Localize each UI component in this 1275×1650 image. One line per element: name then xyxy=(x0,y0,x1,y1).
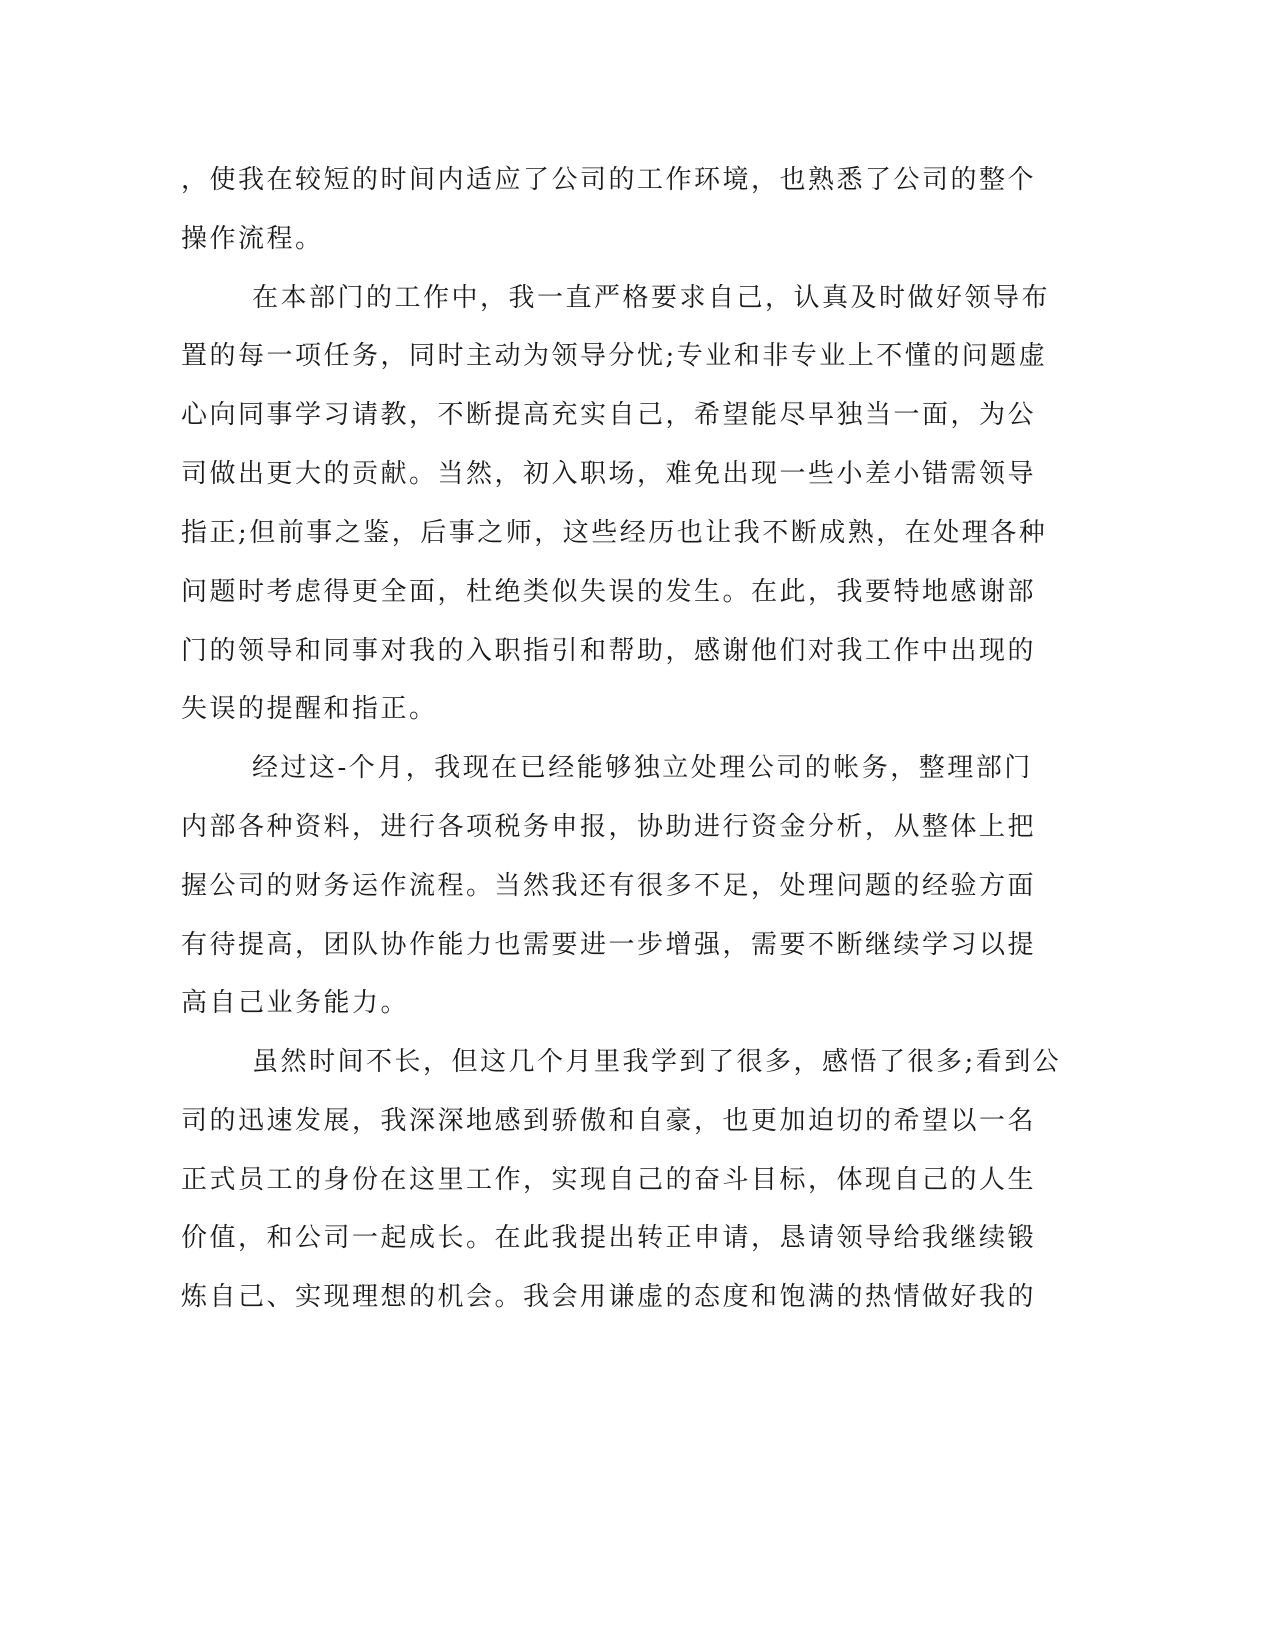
text-line: 司做出更大的贡献。当然，初入职场，难免出现一些小差小错需领导 xyxy=(181,459,1037,489)
text-line: 经过这-个月，我现在已经能够独立处理公司的帐务，整理部门 xyxy=(252,753,1033,783)
text-line: 虽然时间不长，但这几个月里我学到了很多，感悟了很多;看到公 xyxy=(252,1047,1062,1077)
text-line: 指正;但前事之鉴，后事之师，这些经历也让我不断成熟，在处理各种 xyxy=(181,518,1048,548)
text-line: 有待提高，团队协作能力也需要进一步增强，需要不断继续学习以提 xyxy=(181,930,1037,960)
text-line: 司的迅速发展，我深深地感到骄傲和自豪，也更加迫切的希望以一名 xyxy=(181,1106,1037,1136)
text-line: 问题时考虑得更全面，杜绝类似失误的发生。在此，我要特地感谢部 xyxy=(181,577,1037,607)
text-line: 置的每一项任务，同时主动为领导分忧;专业和非专业上不懂的问题虚 xyxy=(181,341,1048,371)
text-line: ，使我在较短的时间内适应了公司的工作环境，也熟悉了公司的整个 xyxy=(181,165,1037,195)
text-line: 价值，和公司一起成长。在此我提出转正申请，恳请领导给我继续锻 xyxy=(181,1223,1037,1253)
text-line: 在本部门的工作中，我一直严格要求自己，认真及时做好领导布 xyxy=(252,283,1051,313)
text-line: 内部各种资料，进行各项税务申报，协助进行资金分析，从整体上把 xyxy=(181,812,1037,842)
text-line: 心向同事学习请教，不断提高充实自己，希望能尽早独当一面，为公 xyxy=(181,400,1037,430)
text-line: 失误的提醒和指正。 xyxy=(181,694,438,724)
text-line: 高自己业务能力。 xyxy=(181,988,410,1018)
text-line: 正式员工的身份在这里工作，实现自己的奋斗目标，体现自己的人生 xyxy=(181,1165,1037,1195)
text-line: 门的领导和同事对我的入职指引和帮助，感谢他们对我工作中出现的 xyxy=(181,636,1037,666)
text-line: 操作流程。 xyxy=(181,224,324,254)
text-line: 炼自己、实现理想的机会。我会用谦虚的态度和饱满的热情做好我的 xyxy=(181,1282,1037,1312)
text-line: 握公司的财务运作流程。当然我还有很多不足，处理问题的经验方面 xyxy=(181,871,1037,901)
